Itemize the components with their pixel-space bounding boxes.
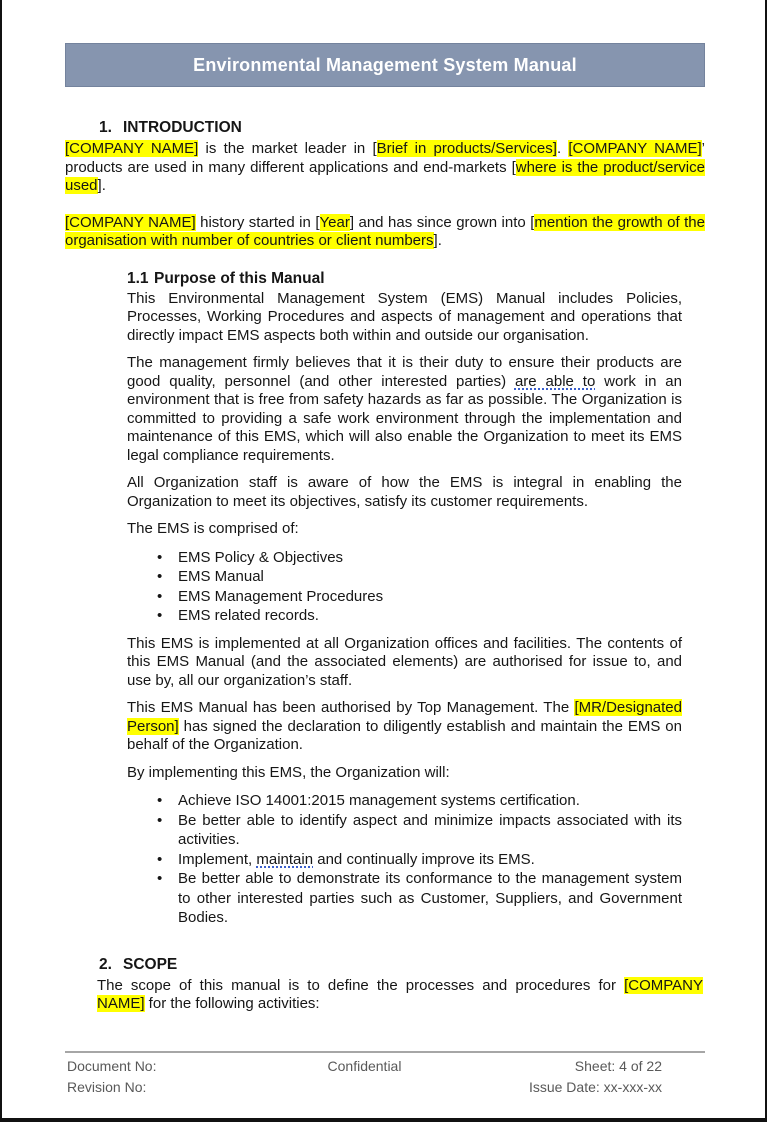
text-run: All Organization staff is aware of how the EMS is integral in enabling the Organization to meet its objectives, satisfy its customer requirements. xyxy=(127,474,682,510)
list-item xyxy=(127,791,682,811)
paragraph xyxy=(127,635,682,691)
text-run: history started in [ xyxy=(195,213,320,231)
list-item xyxy=(127,869,682,928)
list-item-text xyxy=(178,606,682,626)
highlighted-placeholder: mention the growth of the organisation with number of countries or client numbers xyxy=(65,213,705,249)
highlighted-placeholder: [MR/Designated Person] xyxy=(127,699,682,735)
highlighted-placeholder: [COMPANY NAME] xyxy=(65,213,196,231)
footer-sheet-label: Sheet: 4 of 22 xyxy=(574,1058,662,1074)
text-run: Be better able to demonstrate its conformance to the management system to other interested parties such as Customer, Suppliers, and Government Bodies. xyxy=(178,870,682,926)
list-item xyxy=(127,850,682,870)
footer-row xyxy=(65,1056,707,1077)
highlighted-placeholder: where is the product/service used xyxy=(65,158,705,194)
heading-number: 2. xyxy=(99,955,112,973)
text-run: ]. xyxy=(97,177,106,194)
bullet-icon: • xyxy=(157,792,163,809)
list-item xyxy=(127,587,682,607)
highlighted-placeholder: Year xyxy=(319,213,350,231)
bullet-icon: • xyxy=(157,568,163,585)
section-heading xyxy=(65,118,705,137)
text-run: ]. xyxy=(433,232,442,249)
text-run: The scope of this manual is to define the processes and procedures for xyxy=(97,976,625,994)
text-run: This EMS is implemented at all Organization offices and facilities. The contents of this EMS Manual (and the associated elements) are authorised for issue to, and use by, all our organization’s staff. xyxy=(127,634,682,689)
paragraph xyxy=(127,354,682,465)
text-run: are able to xyxy=(514,372,596,390)
paragraph xyxy=(127,699,682,755)
footer-row xyxy=(65,1077,707,1098)
text-run: The management firmly believes that it is their duty to ensure their products are good quality, personnel (and other interested parties) xyxy=(127,354,682,390)
text-run: Be better able to identify aspect and minimize impacts associated with its activities. xyxy=(178,811,682,848)
list-item-text xyxy=(178,548,682,568)
text-run: EMS Manual xyxy=(178,568,264,585)
document-title: Environmental Management System Manual xyxy=(193,54,577,75)
bullet-icon: • xyxy=(157,870,163,887)
paragraph xyxy=(65,140,705,196)
paragraph xyxy=(127,474,682,511)
bullet-icon: • xyxy=(157,548,163,566)
list-item xyxy=(127,567,682,587)
text-run: Implement, xyxy=(178,850,257,868)
text-run: EMS Management Procedures xyxy=(178,587,384,605)
text-run: has signed the declaration to diligently establish and maintain the EMS on behalf of the Organization. xyxy=(127,717,682,753)
text-run: and continually improve its EMS. xyxy=(313,850,535,868)
bullet-icon: • xyxy=(157,811,163,829)
text-run: By implementing this EMS, the Organization will: xyxy=(127,763,450,781)
text-run: Achieve ISO 14001:2015 management systems certification. xyxy=(178,792,580,809)
heading-number: 1. xyxy=(99,119,112,136)
text-run: This EMS Manual has been authorised by Top Management. The xyxy=(127,699,575,716)
footer-revision-no-label: Revision No: xyxy=(67,1079,147,1095)
footer-confidential-label: Confidential xyxy=(327,1058,402,1074)
highlighted-placeholder: Brief in products/Services] xyxy=(376,140,557,157)
bullet-list xyxy=(65,791,705,928)
text-run: ] and has since grown into [ xyxy=(349,213,535,231)
footer-divider xyxy=(65,1051,705,1053)
text-run: EMS related records. xyxy=(178,607,319,624)
document-body xyxy=(65,118,705,1023)
bullet-icon: • xyxy=(157,850,163,868)
list-item-text xyxy=(178,811,682,850)
document-title-bar xyxy=(65,43,705,87)
paragraph xyxy=(127,520,682,539)
highlighted-placeholder: [COMPANY NAME] xyxy=(65,140,199,157)
paragraph xyxy=(97,977,703,1014)
list-item-text xyxy=(178,567,682,587)
section-heading xyxy=(127,269,705,288)
paragraph xyxy=(127,764,682,783)
text-run: . xyxy=(556,140,569,157)
list-item xyxy=(127,811,682,850)
heading-label: INTRODUCTION xyxy=(123,119,242,136)
bullet-list xyxy=(65,548,705,626)
list-item-text xyxy=(178,587,682,607)
list-item-text xyxy=(178,791,682,811)
highlighted-placeholder: [COMPANY NAME] xyxy=(568,140,702,157)
list-item-text xyxy=(178,850,682,870)
footer-center-empty xyxy=(265,1077,463,1098)
list-item-text xyxy=(178,869,682,928)
list-item xyxy=(127,548,682,568)
heading-number: 1.1 xyxy=(127,269,149,287)
footer-document-no-label: Document No: xyxy=(67,1058,157,1074)
bullet-icon: • xyxy=(157,587,163,605)
footer-issue-date-label: Issue Date: xx-xxx-xx xyxy=(528,1079,662,1095)
page-footer xyxy=(65,1056,707,1098)
heading-label: Purpose of this Manual xyxy=(154,269,325,287)
text-run: is the market leader in [ xyxy=(198,140,377,157)
paragraph xyxy=(65,214,705,251)
paragraph xyxy=(127,290,682,346)
text-run: EMS Policy & Objectives xyxy=(178,548,344,566)
text-run: maintain xyxy=(256,850,314,868)
highlighted-placeholder: [COMPANY NAME] xyxy=(97,976,703,1012)
text-run: for the following activities: xyxy=(144,995,320,1012)
bullet-icon: • xyxy=(157,607,163,624)
text-run: ’ products are used in many different applications and end-markets [ xyxy=(65,140,705,176)
text-run: work in an environment that is free from safety hazards as far as possible. The Organization is committed to providing a safe work environment through the implementation and maintenance of this EMS, which will also enable the Organization to meet its EMS legal compliance requirements. xyxy=(127,372,682,464)
heading-label: SCOPE xyxy=(123,955,178,973)
text-run: This Environmental Management System (EMS) Manual includes Policies, Processes, Working Procedures and aspects of management and operations that directly impact EMS aspects both within and outside our organisation. xyxy=(127,289,682,344)
section-heading xyxy=(65,955,705,974)
text-run: The EMS is comprised of: xyxy=(127,520,299,537)
list-item xyxy=(127,606,682,626)
